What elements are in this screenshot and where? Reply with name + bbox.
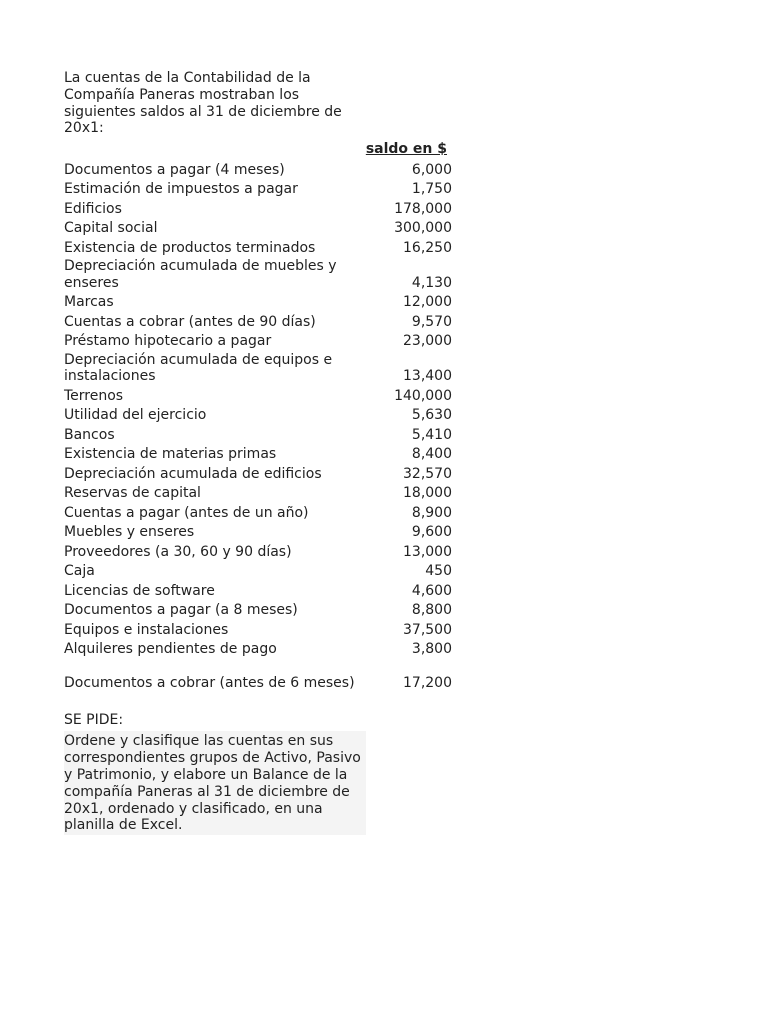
account-label: Documentos a cobrar (antes de 6 meses) xyxy=(64,674,355,691)
account-label: Equipos e instalaciones xyxy=(64,621,229,638)
account-row xyxy=(64,350,456,385)
accounts-list xyxy=(64,159,456,658)
balance-column-header xyxy=(64,140,456,159)
account-row xyxy=(64,292,456,312)
task-instructions: Ordene y clasifique las cuentas en sus correspondientes grupos de Activo, Pasivo y Patrimonio, y elabore un Balance de la compañía Paneras al 31 de diciembre de 20x1, ordenado y clasificado, en una planilla de Excel. xyxy=(64,731,366,835)
account-row xyxy=(64,331,456,351)
account-value: 37,500 xyxy=(403,621,452,638)
account-value: 5,630 xyxy=(411,407,452,424)
account-row xyxy=(64,600,456,620)
account-row xyxy=(64,483,456,503)
account-row xyxy=(64,424,456,444)
account-row xyxy=(64,311,456,331)
account-value: 16,250 xyxy=(403,239,452,256)
account-value: 178,000 xyxy=(394,200,452,217)
account-value: 5,410 xyxy=(411,426,452,443)
account-label: Proveedores (a 30, 60 y 90 días) xyxy=(64,543,292,560)
account-label: Estimación de impuestos a pagar xyxy=(64,181,298,198)
account-row-extra xyxy=(64,672,456,692)
account-label: Marcas xyxy=(64,294,114,311)
account-row xyxy=(64,541,456,561)
balance-column-header-label: saldo en $ xyxy=(365,141,447,158)
account-row xyxy=(64,405,456,425)
account-row xyxy=(64,179,456,199)
account-label: Alquileres pendientes de pago xyxy=(64,641,277,658)
account-label: Depreciación acumulada de equipos e instalaciones xyxy=(64,351,333,385)
account-row xyxy=(64,561,456,581)
account-label: Reservas de capital xyxy=(64,485,201,502)
account-label: Edificios xyxy=(64,200,122,217)
account-label: Préstamo hipotecario a pagar xyxy=(64,333,272,350)
account-value: 12,000 xyxy=(403,294,452,311)
account-row xyxy=(64,619,456,639)
account-value: 13,400 xyxy=(403,368,452,385)
account-row xyxy=(64,444,456,464)
account-label: Existencia de productos terminados xyxy=(64,239,316,256)
account-label: Documentos a pagar (4 meses) xyxy=(64,161,285,178)
account-label: Existencia de materias primas xyxy=(64,446,277,463)
spreadsheet-content xyxy=(64,70,456,835)
intro-text: La cuentas de la Contabilidad de la Compañía Paneras mostraban los siguientes saldos al 31 de diciembre de 20x1: xyxy=(64,70,342,137)
account-value: 23,000 xyxy=(403,333,452,350)
account-label: Muebles y enseres xyxy=(64,524,195,541)
spacer xyxy=(64,692,456,712)
task-heading: SE PIDE: xyxy=(64,711,124,728)
account-value: 9,570 xyxy=(411,313,452,330)
spacer xyxy=(64,658,456,672)
account-value: 450 xyxy=(425,563,452,580)
account-value: 32,570 xyxy=(403,465,452,482)
account-label: Terrenos xyxy=(64,387,124,404)
account-label: Caja xyxy=(64,563,95,580)
account-value: 4,600 xyxy=(411,582,452,599)
account-value: 17,200 xyxy=(403,674,452,691)
account-label: Capital social xyxy=(64,220,158,237)
account-value: 8,800 xyxy=(411,602,452,619)
account-label: Documentos a pagar (a 8 meses) xyxy=(64,602,298,619)
account-value: 13,000 xyxy=(403,543,452,560)
account-value: 3,800 xyxy=(411,641,452,658)
account-value: 8,900 xyxy=(411,504,452,521)
account-label: Licencias de software xyxy=(64,582,215,599)
account-value: 140,000 xyxy=(394,387,452,404)
account-row xyxy=(64,580,456,600)
account-row xyxy=(64,463,456,483)
account-value: 6,000 xyxy=(411,161,452,178)
account-value: 300,000 xyxy=(394,220,452,237)
account-value: 8,400 xyxy=(411,446,452,463)
account-value: 9,600 xyxy=(411,524,452,541)
account-row xyxy=(64,502,456,522)
account-value: 1,750 xyxy=(411,181,452,198)
account-label: Cuentas a pagar (antes de un año) xyxy=(64,504,309,521)
account-row xyxy=(64,639,456,659)
account-label: Depreciación acumulada de muebles y enseres xyxy=(64,258,337,291)
account-label: Bancos xyxy=(64,426,115,443)
account-value: 4,130 xyxy=(411,274,452,291)
account-row xyxy=(64,159,456,179)
account-row xyxy=(64,237,456,257)
account-row xyxy=(64,522,456,542)
account-row xyxy=(64,198,456,218)
account-label: Utilidad del ejercicio xyxy=(64,407,207,424)
account-value: 18,000 xyxy=(403,485,452,502)
account-label: Cuentas a cobrar (antes de 90 días) xyxy=(64,313,316,330)
account-row xyxy=(64,385,456,405)
account-row xyxy=(64,257,456,292)
account-label: Depreciación acumulada de edificios xyxy=(64,465,322,482)
account-row xyxy=(64,218,456,238)
